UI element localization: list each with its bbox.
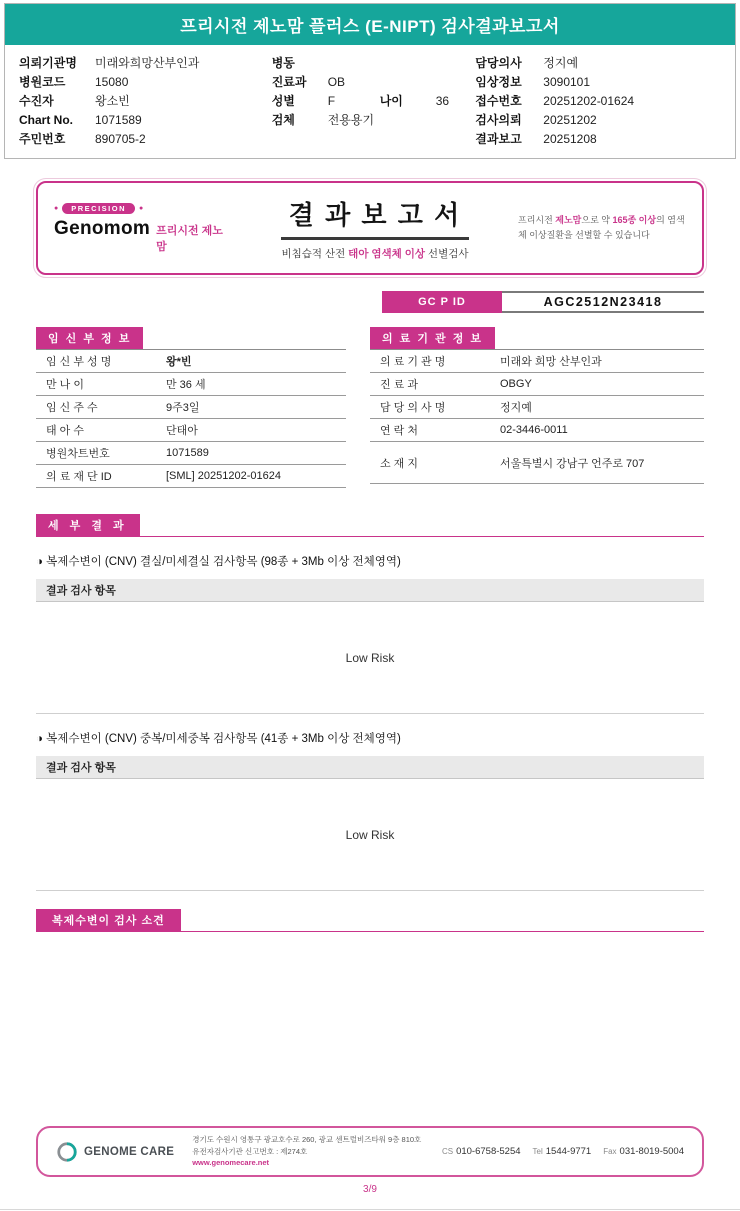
table-row — [36, 442, 346, 465]
field-request-org — [19, 53, 272, 72]
findings-section-header — [36, 909, 704, 932]
result-table-header: 결과 검사 항목 — [36, 579, 704, 602]
genomecare-logo-icon — [56, 1141, 78, 1163]
tagline-highlight: 165종 이상 — [612, 215, 657, 226]
row-label: 만 나 이 — [46, 379, 84, 391]
field-report-date — [475, 129, 721, 148]
field-label: 의뢰기관명 — [19, 56, 77, 70]
patient-header-block — [4, 3, 736, 159]
field-request-date — [475, 110, 721, 129]
tagline-part: 프리시전 — [518, 215, 556, 226]
cnv-duplication-result: Low Risk — [36, 779, 704, 891]
row-label: 임 신 주 수 — [46, 402, 98, 414]
report-subtitle — [238, 246, 512, 261]
footer-contact-cs — [442, 1146, 521, 1157]
subtitle-highlight: 태아 염색체 이상 — [348, 248, 426, 260]
table-row — [370, 396, 704, 419]
field-label: 병동 — [271, 56, 295, 70]
table-row — [36, 396, 346, 419]
field-value: 20251208 — [543, 131, 597, 146]
field-label: 나이 — [379, 94, 403, 108]
field-label: 검체 — [271, 113, 295, 127]
dot-icon: ● — [139, 204, 144, 212]
row-value: 9주3일 — [166, 402, 200, 414]
cnv-duplication-heading: ◑ 복제수변이 (CNV) 중복/미세중복 검사항목 (41종 + 3Mb 이상 전체영역) — [36, 733, 401, 745]
row-value: 1071589 — [166, 447, 209, 459]
field-label: Chart No. — [19, 112, 73, 127]
footer-address — [192, 1134, 421, 1169]
brand-name: Genomom — [54, 217, 151, 239]
row-value: 만 36 세 — [166, 379, 206, 391]
clinic-info-badge: 의 료 기 관 정 보 — [370, 327, 495, 349]
field-label: 주민번호 — [19, 132, 66, 146]
row-label: 임 신 부 성 명 — [46, 356, 112, 368]
row-value: OBGY — [500, 378, 532, 390]
precision-genomom-logo — [54, 203, 232, 254]
page-bottom-edge — [0, 1209, 740, 1210]
row-value: 미래와 희망 산부인과 — [500, 356, 602, 368]
patient-header-col-right — [475, 53, 721, 148]
field-value: 20251202-01624 — [543, 93, 635, 108]
row-value: 정지예 — [500, 402, 532, 414]
details-section-header — [36, 514, 704, 537]
clinic-info-table — [370, 327, 704, 488]
gcpid-row — [382, 291, 704, 313]
footer-contact-fax — [603, 1146, 684, 1157]
field-label: 접수번호 — [475, 94, 522, 108]
row-value: 왕*빈 — [166, 356, 192, 368]
report-header-box — [36, 181, 704, 275]
field-value: 20251202 — [543, 112, 597, 127]
field-label: 임상정보 — [475, 75, 522, 89]
gcpid-value: AGC2512N23418 — [502, 291, 704, 313]
precision-label: PRECISION — [62, 203, 135, 214]
field-value: 1071589 — [95, 112, 142, 127]
tagline-part: 염색체 이상질환을 선별할 수 있습니다 — [518, 215, 685, 240]
table-row — [36, 465, 346, 488]
row-label: 병원차트번호 — [46, 448, 110, 460]
genomecare-logo — [56, 1141, 174, 1163]
details-section-badge: 세 부 결 과 — [36, 514, 140, 536]
pregnant-info-table — [36, 327, 346, 488]
report-title-bar: 프리시전 제노맘 플러스 (E-NIPT) 검사결과보고서 — [5, 4, 735, 45]
field-value: 36 — [435, 93, 450, 108]
genomecare-logo-text: GENOME CARE — [84, 1145, 175, 1158]
footer-website: www.genomecare.net — [192, 1158, 270, 1168]
contact-label: CS — [441, 1147, 454, 1157]
page-number: 3/9 — [363, 1184, 377, 1195]
table-row — [36, 419, 346, 442]
report-title-block — [232, 195, 518, 261]
table-row — [36, 350, 346, 373]
precision-pill — [54, 203, 232, 214]
table-row — [370, 442, 704, 484]
field-value: 3090101 — [543, 74, 591, 89]
field-patient-name — [19, 91, 272, 110]
table-row — [36, 373, 346, 396]
pregnant-info-rows — [36, 349, 346, 488]
field-label: 진료과 — [271, 75, 307, 89]
row-label: 담 당 의 사 명 — [380, 402, 446, 414]
report-title: 결 과 보 고 서 — [281, 195, 469, 240]
gcpid-label: GC P ID — [382, 291, 502, 313]
row-label: 태 아 수 — [46, 425, 84, 437]
field-specimen — [272, 110, 476, 129]
field-label: 담당의사 — [475, 56, 522, 70]
field-chart-no — [19, 110, 272, 129]
findings-section-badge: 복제수변이 검사 소견 — [36, 909, 181, 931]
pregnant-info-badge: 임 신 부 정 보 — [36, 327, 143, 349]
field-doctor — [475, 53, 721, 72]
contact-value: 1544-9771 — [545, 1146, 592, 1158]
row-value: [SML] 20251202-01624 — [166, 470, 281, 482]
patient-header-col-mid — [272, 53, 476, 148]
row-label: 소 재 지 — [380, 457, 418, 470]
table-row — [370, 350, 704, 373]
field-hospital-code — [19, 72, 272, 91]
field-clinical-info — [475, 72, 721, 91]
cnv-deletion-result: Low Risk — [36, 602, 704, 714]
field-label: 성별 — [271, 94, 295, 108]
row-label: 의 료 기 관 명 — [380, 356, 446, 368]
field-label: 결과보고 — [475, 132, 522, 146]
tagline-part: 으로 약 — [581, 215, 613, 226]
table-row — [370, 419, 704, 442]
patient-header-col-left — [19, 53, 272, 148]
table-row — [370, 373, 704, 396]
field-receipt-no — [475, 91, 721, 110]
row-value: 02-3446-0011 — [500, 424, 568, 436]
contact-value: 031-8019-5004 — [619, 1146, 684, 1158]
field-department — [272, 72, 476, 91]
report-tagline — [518, 213, 686, 243]
field-value: 전용용기 — [327, 113, 375, 127]
row-value: 단태아 — [166, 425, 198, 437]
field-value: 890705-2 — [95, 131, 146, 146]
tagline-part: 의 — [656, 215, 668, 226]
field-label: 병원코드 — [19, 75, 66, 89]
report-page — [36, 181, 704, 932]
field-label: 검사의뢰 — [475, 113, 522, 127]
footer-contact-tel — [533, 1146, 592, 1157]
dot-icon: ● — [54, 204, 59, 212]
contact-value: 010-6758-5254 — [456, 1146, 521, 1158]
field-value: OB — [327, 74, 346, 89]
brand-line — [54, 218, 232, 254]
field-label: 수진자 — [19, 94, 54, 108]
contact-label: Fax — [603, 1147, 617, 1157]
result-table-header: 결과 검사 항목 — [36, 756, 704, 779]
footer-contacts — [442, 1146, 684, 1157]
subtitle-part: 비침습적 산전 — [281, 248, 349, 260]
contact-label: Tel — [532, 1147, 543, 1157]
field-value: 15080 — [95, 74, 129, 89]
row-label: 연 락 처 — [380, 425, 418, 437]
info-tables — [36, 327, 704, 488]
field-value: 정지예 — [543, 56, 579, 70]
field-sex-age — [272, 91, 476, 110]
field-ward — [272, 53, 476, 72]
brand-name-korean: 프리시전 제노맘 — [156, 224, 223, 253]
footer-area — [36, 1126, 704, 1195]
patient-header-grid — [5, 45, 735, 158]
row-label: 의 료 재 단 ID — [46, 471, 112, 483]
footer-address-line2: 유전자검사기관 신고번호 : 제274호 — [192, 1146, 308, 1156]
cnv-deletion-heading: ◑ 복제수변이 (CNV) 결실/미세결실 검사항목 (98종 + 3Mb 이상 전체영역) — [36, 556, 401, 568]
subtitle-part: 선별검사 — [425, 248, 469, 260]
clinic-info-rows — [370, 349, 704, 484]
field-value: 왕소빈 — [95, 94, 130, 108]
field-value: 미래와희망산부인과 — [95, 56, 200, 70]
footer-address-line1: 경기도 수원시 영통구 광교호수로 260, 광교 센트럴비즈타워 9층 810호 — [192, 1135, 422, 1145]
row-value: 서울특별시 강남구 언주로 707 — [500, 457, 645, 470]
field-resident-no — [19, 129, 272, 148]
field-value: F — [327, 93, 336, 108]
footer-box — [36, 1126, 704, 1177]
row-label: 진 료 과 — [380, 379, 418, 391]
tagline-highlight: 제노맘 — [555, 215, 582, 226]
